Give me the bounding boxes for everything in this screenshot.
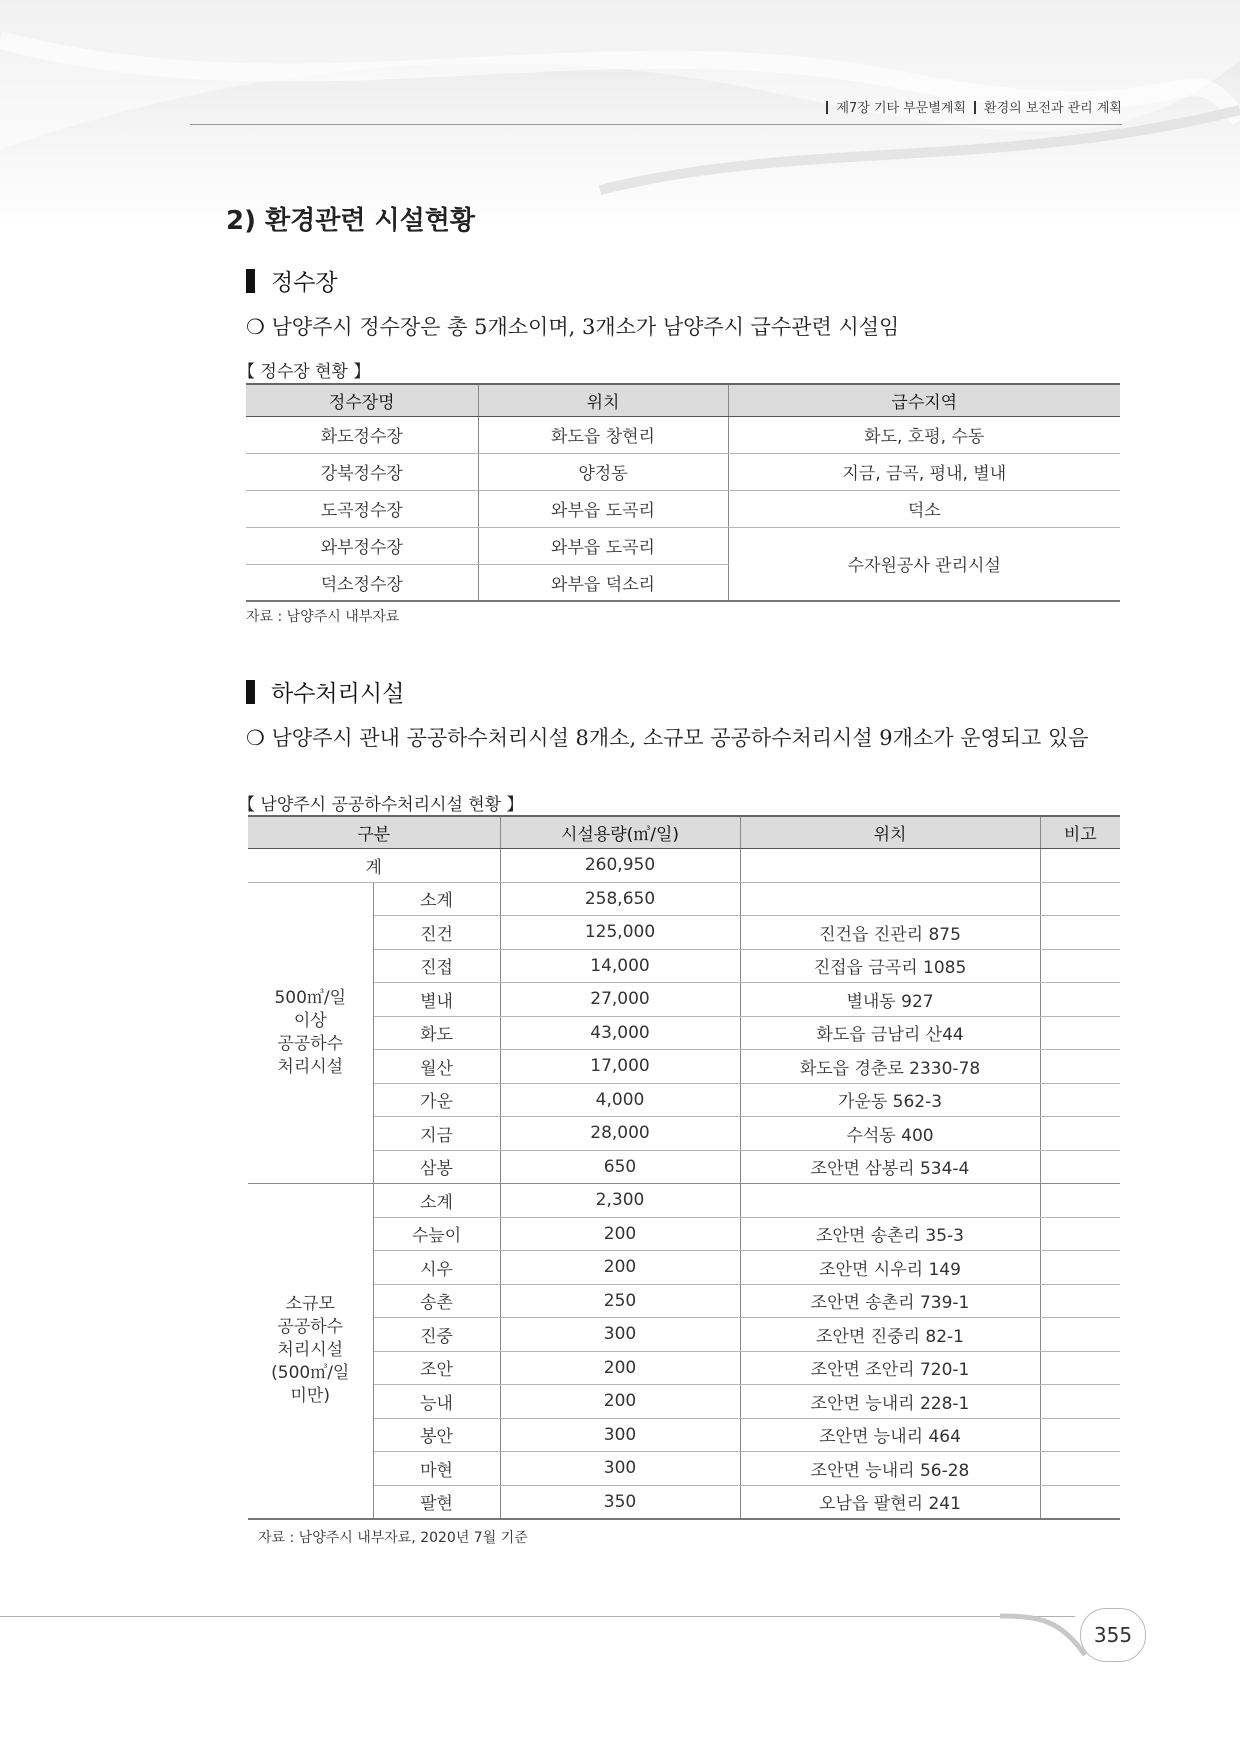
facility-capacity: 350 bbox=[500, 1485, 740, 1519]
plant-name: 도곡정수장 bbox=[246, 490, 478, 527]
facility-location: 화도읍 경춘로 2330-78 bbox=[740, 1050, 1040, 1084]
plant-name: 와부정수장 bbox=[246, 527, 478, 564]
plant-area: 지금, 금곡, 평내, 별내 bbox=[728, 453, 1120, 490]
footer-rule bbox=[0, 1616, 1075, 1617]
table-row bbox=[248, 1083, 1120, 1117]
remarks-cell bbox=[1040, 1418, 1120, 1452]
facility-name: 봉안 bbox=[373, 1418, 500, 1452]
table-row bbox=[248, 1351, 1120, 1385]
table-row bbox=[248, 882, 1120, 916]
page-number: 355 bbox=[1080, 1608, 1146, 1662]
remarks-cell bbox=[1040, 1318, 1120, 1352]
group-label-line: 미만) bbox=[290, 1386, 330, 1407]
facility-capacity: 250 bbox=[500, 1284, 740, 1318]
facility-name: 진중 bbox=[373, 1318, 500, 1352]
facility-capacity: 28,000 bbox=[500, 1117, 740, 1151]
group-label-large bbox=[248, 882, 373, 1184]
total-capacity: 260,950 bbox=[500, 848, 740, 882]
table-row bbox=[248, 949, 1120, 983]
remarks-cell bbox=[1040, 1117, 1120, 1151]
facility-name: 별내 bbox=[373, 983, 500, 1017]
facility-capacity: 4,000 bbox=[500, 1083, 740, 1117]
plant-location: 와부읍 도곡리 bbox=[478, 490, 728, 527]
facility-location: 조안면 송촌리 739-1 bbox=[740, 1284, 1040, 1318]
remarks-cell bbox=[1040, 949, 1120, 983]
column-header: 시설용량(㎥/일) bbox=[500, 816, 740, 848]
remarks-cell bbox=[1040, 1284, 1120, 1318]
facility-capacity: 17,000 bbox=[500, 1050, 740, 1084]
facility-capacity: 300 bbox=[500, 1452, 740, 1486]
group-label-line: (500㎥/일 bbox=[271, 1363, 350, 1384]
column-header: 위치 bbox=[478, 384, 728, 416]
column-header: 위치 bbox=[740, 816, 1040, 848]
remarks-cell bbox=[1040, 882, 1120, 916]
header-chapter: 제7장 기타 부문별계획 bbox=[836, 101, 967, 116]
facility-capacity: 300 bbox=[500, 1318, 740, 1352]
column-header: 구분 bbox=[248, 816, 500, 848]
facility-capacity: 125,000 bbox=[500, 916, 740, 950]
facility-location: 진건읍 진관리 875 bbox=[740, 916, 1040, 950]
facility-capacity: 200 bbox=[500, 1351, 740, 1385]
facility-location: 조안면 송촌리 35-3 bbox=[740, 1217, 1040, 1251]
remarks-cell bbox=[1040, 1385, 1120, 1419]
table-row bbox=[248, 916, 1120, 950]
table-header-row bbox=[246, 384, 1120, 416]
group-label-line: 처리시설 bbox=[277, 1340, 344, 1361]
total-label: 계 bbox=[248, 848, 500, 882]
group-label-line: 500㎥/일 bbox=[274, 987, 347, 1008]
facility-location: 진접읍 금곡리 1085 bbox=[740, 949, 1040, 983]
facility-location: 오남읍 팔현리 241 bbox=[740, 1485, 1040, 1519]
table-row bbox=[248, 1251, 1120, 1285]
facility-name: 조안 bbox=[373, 1351, 500, 1385]
table-row bbox=[248, 1452, 1120, 1486]
plant-area: 덕소 bbox=[728, 490, 1120, 527]
facility-name: 팔현 bbox=[373, 1485, 500, 1519]
remarks-cell bbox=[1040, 1150, 1120, 1184]
plant-name: 강북정수장 bbox=[246, 453, 478, 490]
table-row bbox=[248, 1184, 1120, 1218]
facility-name: 가운 bbox=[373, 1083, 500, 1117]
facility-capacity: 200 bbox=[500, 1251, 740, 1285]
remarks-cell bbox=[1040, 916, 1120, 950]
sewage-heading-text: 하수처리시설 bbox=[271, 681, 405, 707]
table-row bbox=[248, 1150, 1120, 1184]
column-header: 정수장명 bbox=[246, 384, 478, 416]
facility-capacity: 200 bbox=[500, 1217, 740, 1251]
facility-name: 능내 bbox=[373, 1385, 500, 1419]
facility-capacity: 43,000 bbox=[500, 1016, 740, 1050]
table-row bbox=[248, 1217, 1120, 1251]
heading-marker bbox=[246, 680, 255, 704]
water-plant-heading-text: 정수장 bbox=[271, 270, 338, 296]
header-section: 환경의 보전과 관리 계획 bbox=[984, 101, 1122, 116]
table-row bbox=[246, 453, 1120, 490]
water-plant-table bbox=[246, 383, 1120, 602]
group-label-line: 공공하수 bbox=[277, 1317, 344, 1338]
facility-capacity: 650 bbox=[500, 1150, 740, 1184]
sewage-source: 자료 : 남양주시 내부자료, 2020년 7월 기준 bbox=[258, 1530, 528, 1546]
table-row bbox=[248, 1385, 1120, 1419]
facility-location: 조안면 진중리 82-1 bbox=[740, 1318, 1040, 1352]
sewage-table-caption: 【 남양주시 공공하수처리시설 현황 】 bbox=[238, 795, 524, 815]
remarks-cell bbox=[1040, 1083, 1120, 1117]
facility-name: 소계 bbox=[373, 1184, 500, 1218]
remarks-cell bbox=[1040, 848, 1120, 882]
plant-location: 양정동 bbox=[478, 453, 728, 490]
sewage-heading bbox=[246, 675, 404, 708]
facility-location bbox=[740, 1184, 1040, 1218]
facility-location: 조안면 능내리 56-28 bbox=[740, 1452, 1040, 1486]
facility-capacity: 258,650 bbox=[500, 882, 740, 916]
table-row bbox=[246, 527, 1120, 564]
table-row bbox=[248, 1284, 1120, 1318]
table-header-row bbox=[248, 816, 1120, 848]
section-title: 2) 환경관련 시설현황 bbox=[226, 206, 476, 236]
water-plant-source: 자료 : 남양주시 내부자료 bbox=[246, 609, 400, 625]
header-divider bbox=[826, 101, 828, 114]
remarks-cell bbox=[1040, 1452, 1120, 1486]
facility-location: 조안면 시우리 149 bbox=[740, 1251, 1040, 1285]
facility-location: 조안면 능내리 464 bbox=[740, 1418, 1040, 1452]
table-row bbox=[248, 1485, 1120, 1519]
facility-capacity: 14,000 bbox=[500, 949, 740, 983]
heading-marker bbox=[246, 269, 255, 293]
total-row bbox=[248, 848, 1120, 882]
table-row bbox=[248, 1050, 1120, 1084]
plant-area-merged: 수자원공사 관리시설 bbox=[728, 527, 1120, 601]
group-label-line: 공공하수 bbox=[277, 1033, 344, 1054]
facility-location: 별내동 927 bbox=[740, 983, 1040, 1017]
plant-name: 덕소정수장 bbox=[246, 564, 478, 601]
remarks-cell bbox=[1040, 1351, 1120, 1385]
facility-name: 월산 bbox=[373, 1050, 500, 1084]
facility-name: 송촌 bbox=[373, 1284, 500, 1318]
plant-location: 화도읍 창현리 bbox=[478, 416, 728, 453]
remarks-cell bbox=[1040, 1016, 1120, 1050]
water-plant-bullet: ❍ 남양주시 정수장은 총 5개소이며, 3개소가 남양주시 급수관련 시설임 bbox=[246, 315, 900, 339]
facility-location: 수석동 400 bbox=[740, 1117, 1040, 1151]
facility-name: 화도 bbox=[373, 1016, 500, 1050]
table-row bbox=[248, 983, 1120, 1017]
facility-location bbox=[740, 882, 1040, 916]
facility-location: 화도읍 금남리 산44 bbox=[740, 1016, 1040, 1050]
group-label-line: 이상 bbox=[293, 1010, 327, 1031]
table-row bbox=[248, 1117, 1120, 1151]
column-header: 급수지역 bbox=[728, 384, 1120, 416]
facility-name: 소계 bbox=[373, 882, 500, 916]
facility-location: 조안면 능내리 228-1 bbox=[740, 1385, 1040, 1419]
table-row bbox=[246, 490, 1120, 527]
plant-location: 와부읍 도곡리 bbox=[478, 527, 728, 564]
table-row bbox=[246, 416, 1120, 453]
facility-location: 조안면 삼봉리 534-4 bbox=[740, 1150, 1040, 1184]
running-header bbox=[818, 97, 1122, 116]
header-rule bbox=[190, 124, 1122, 125]
plant-location: 와부읍 덕소리 bbox=[478, 564, 728, 601]
facility-name: 진건 bbox=[373, 916, 500, 950]
facility-location: 조안면 조안리 720-1 bbox=[740, 1351, 1040, 1385]
remarks-cell bbox=[1040, 1485, 1120, 1519]
table-row bbox=[248, 1418, 1120, 1452]
facility-name: 진접 bbox=[373, 949, 500, 983]
facility-name: 수늪이 bbox=[373, 1217, 500, 1251]
facility-capacity: 200 bbox=[500, 1385, 740, 1419]
facility-name: 삼봉 bbox=[373, 1150, 500, 1184]
remarks-cell bbox=[1040, 1217, 1120, 1251]
table-row bbox=[248, 1318, 1120, 1352]
water-plant-heading bbox=[246, 264, 338, 297]
column-header: 비고 bbox=[1040, 816, 1120, 848]
facility-name: 지금 bbox=[373, 1117, 500, 1151]
facility-capacity: 2,300 bbox=[500, 1184, 740, 1218]
header-divider bbox=[974, 101, 976, 114]
total-location bbox=[740, 848, 1040, 882]
facility-name: 시우 bbox=[373, 1251, 500, 1285]
remarks-cell bbox=[1040, 1251, 1120, 1285]
group-label-small bbox=[248, 1184, 373, 1519]
facility-capacity: 300 bbox=[500, 1418, 740, 1452]
facility-capacity: 27,000 bbox=[500, 983, 740, 1017]
table-row bbox=[248, 1016, 1120, 1050]
facility-name: 마현 bbox=[373, 1452, 500, 1486]
group-label-line: 소규모 bbox=[285, 1294, 335, 1315]
facility-location: 가운동 562-3 bbox=[740, 1083, 1040, 1117]
plant-name: 화도정수장 bbox=[246, 416, 478, 453]
sewage-bullet: ❍ 남양주시 관내 공공하수처리시설 8개소, 소규모 공공하수처리시설 9개소가 운영되고 있음 bbox=[246, 726, 1089, 750]
water-plant-table-caption: 【 정수장 현황 】 bbox=[238, 362, 371, 382]
sewage-table bbox=[248, 815, 1120, 1520]
remarks-cell bbox=[1040, 1050, 1120, 1084]
remarks-cell bbox=[1040, 1184, 1120, 1218]
remarks-cell bbox=[1040, 983, 1120, 1017]
group-label-line: 처리시설 bbox=[277, 1056, 344, 1077]
plant-area: 화도, 호평, 수동 bbox=[728, 416, 1120, 453]
